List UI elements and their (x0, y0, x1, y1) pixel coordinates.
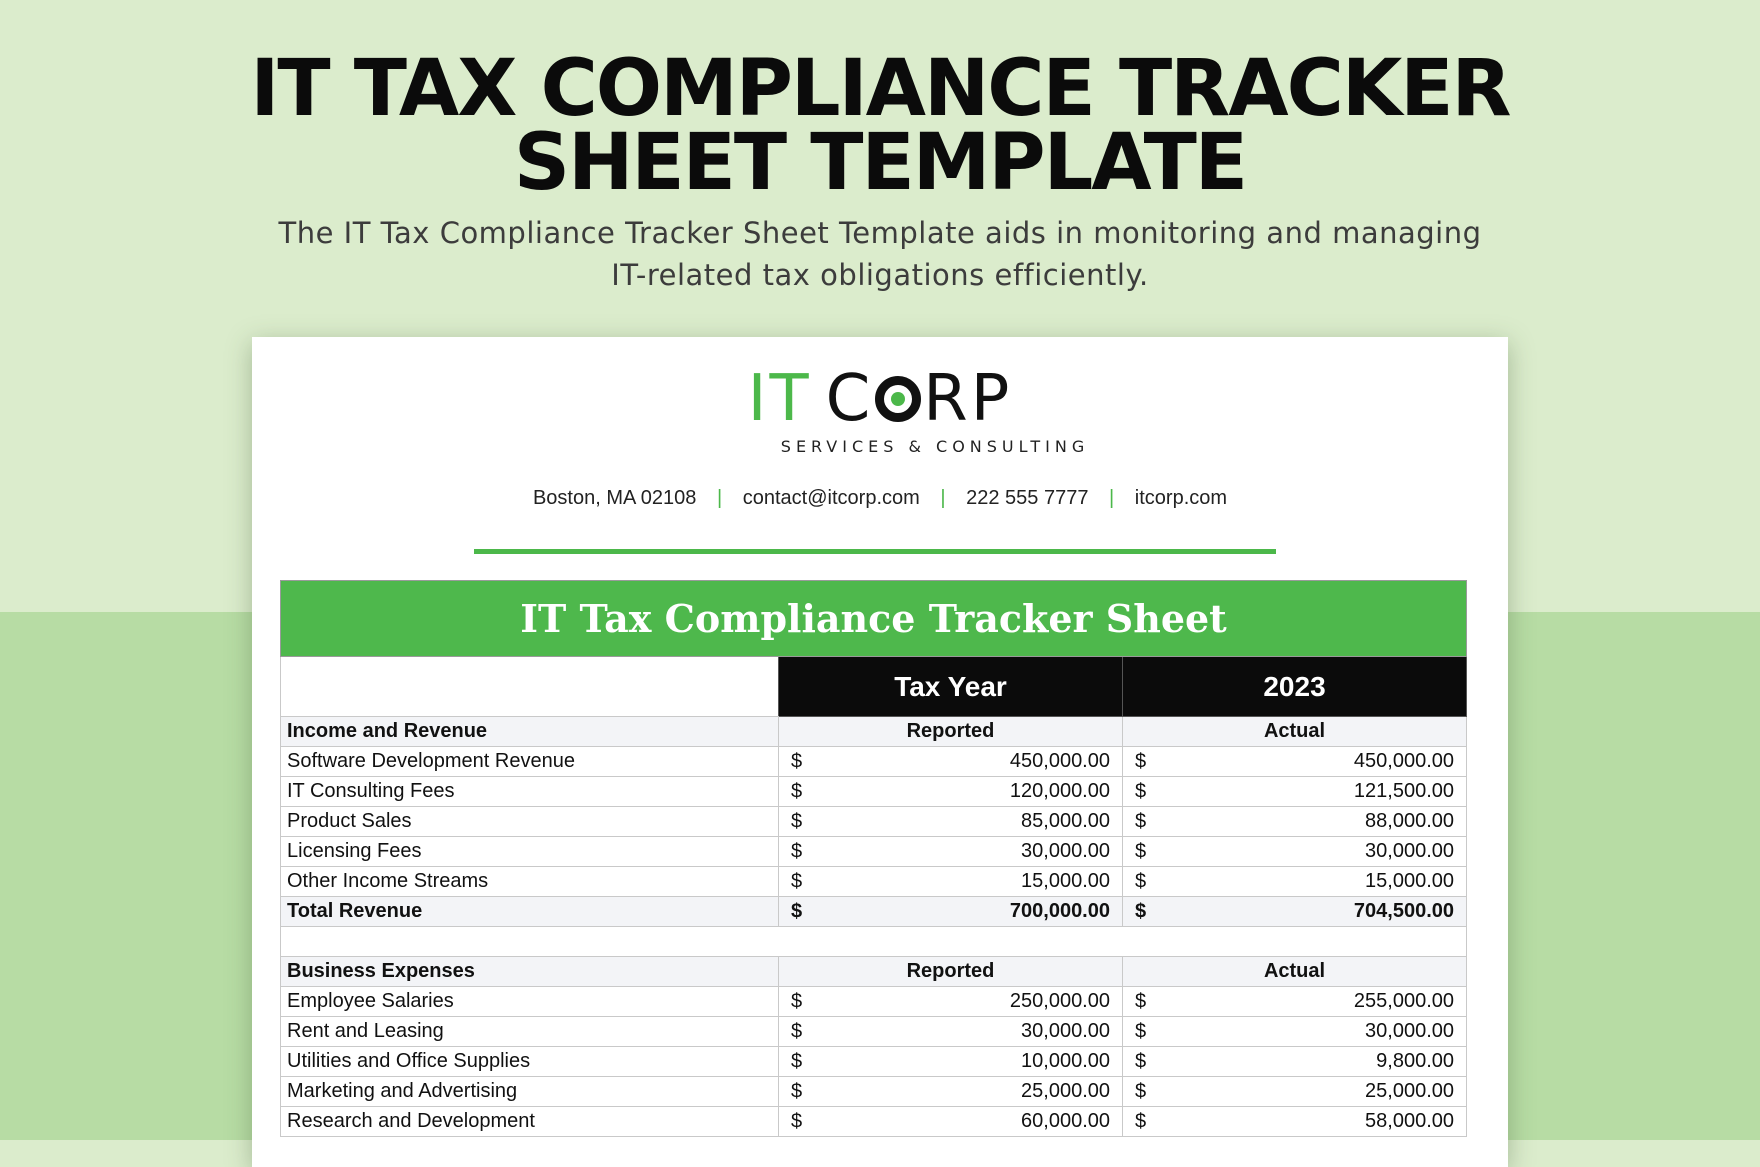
table-title: IT Tax Compliance Tracker Sheet (281, 581, 1467, 657)
actual-value: 450,000.00 (1353, 750, 1455, 772)
header-divider (474, 549, 1276, 554)
section-label: Business Expenses (281, 957, 779, 987)
reported-cell[interactable] (779, 987, 1123, 1017)
table-row (281, 987, 1467, 1017)
contact-separator: | (716, 487, 723, 509)
currency-symbol: $ (791, 1110, 803, 1132)
row-label[interactable]: Rent and Leasing (281, 1017, 779, 1047)
currency-symbol: $ (791, 810, 803, 832)
currency-symbol: $ (791, 750, 803, 772)
reported-cell[interactable] (779, 867, 1123, 897)
description-line-1: The IT Tax Compliance Tracker Sheet Template aids in monitoring and managing (278, 216, 1482, 250)
currency-symbol: $ (791, 1050, 803, 1072)
table-row (281, 747, 1467, 777)
actual-value: 255,000.00 (1353, 990, 1455, 1012)
reported-cell[interactable] (779, 777, 1123, 807)
actual-value: 30,000.00 (1365, 1020, 1455, 1042)
currency-symbol: $ (1135, 870, 1147, 892)
table-row (281, 1017, 1467, 1047)
actual-value: 88,000.00 (1365, 810, 1455, 832)
currency-symbol: $ (1135, 990, 1147, 1012)
logo-rp-letters: RP (923, 362, 1013, 436)
table-row (281, 867, 1467, 897)
reported-value: 250,000.00 (1009, 990, 1110, 1012)
actual-cell[interactable] (1123, 1047, 1467, 1077)
actual-cell[interactable] (1123, 987, 1467, 1017)
reported-value: 85,000.00 (1021, 810, 1110, 832)
reported-cell[interactable] (779, 837, 1123, 867)
logo-corp-text (825, 362, 1013, 436)
column-header-actual: Actual (1123, 717, 1467, 747)
tax-year-label: Tax Year (779, 657, 1123, 717)
empty-cell[interactable] (281, 927, 1467, 957)
reported-cell[interactable] (779, 1077, 1123, 1107)
reported-value: 25,000.00 (1021, 1080, 1110, 1102)
row-label[interactable]: Software Development Revenue (281, 747, 779, 777)
actual-cell[interactable] (1123, 1077, 1467, 1107)
section-header-row (281, 717, 1467, 747)
currency-symbol: $ (1135, 900, 1147, 922)
reported-value: 30,000.00 (1021, 840, 1110, 862)
currency-symbol: $ (791, 900, 803, 922)
actual-cell[interactable] (1123, 837, 1467, 867)
contact-address: Boston, MA 02108 (532, 487, 697, 509)
reported-cell[interactable] (779, 807, 1123, 837)
actual-cell[interactable] (1123, 1107, 1467, 1137)
actual-cell[interactable] (1123, 807, 1467, 837)
logo-wordmark (747, 362, 1013, 436)
total-actual-value: 704,500.00 (1353, 900, 1455, 922)
currency-symbol: $ (1135, 840, 1147, 862)
tax-year-value[interactable]: 2023 (1123, 657, 1467, 717)
currency-symbol: $ (1135, 750, 1147, 772)
currency-symbol: $ (791, 990, 803, 1012)
contact-separator: | (1109, 487, 1115, 509)
row-label[interactable]: Utilities and Office Supplies (281, 1047, 779, 1077)
reported-cell[interactable] (779, 747, 1123, 777)
contact-line (252, 487, 1508, 510)
currency-symbol: $ (1135, 1020, 1147, 1042)
currency-symbol: $ (791, 1020, 803, 1042)
actual-value: 15,000.00 (1365, 870, 1455, 892)
contact-phone: 222 555 7777 (966, 487, 1089, 509)
currency-symbol: $ (791, 840, 803, 862)
reported-cell[interactable] (779, 1047, 1123, 1077)
reported-cell[interactable] (779, 1107, 1123, 1137)
reported-cell[interactable] (779, 1017, 1123, 1047)
section-header-row (281, 957, 1467, 987)
table-row (281, 1047, 1467, 1077)
row-label[interactable]: Research and Development (281, 1107, 779, 1137)
actual-cell[interactable] (1123, 867, 1467, 897)
row-label[interactable]: Marketing and Advertising (281, 1077, 779, 1107)
page-headline (0, 44, 1760, 208)
actual-cell[interactable] (1123, 777, 1467, 807)
actual-cell[interactable] (1123, 747, 1467, 777)
column-header-reported: Reported (779, 717, 1123, 747)
total-reported-cell[interactable] (779, 897, 1123, 927)
row-label[interactable]: Licensing Fees (281, 837, 779, 867)
page-description (220, 212, 1540, 296)
company-logo (252, 362, 1508, 456)
document-sheet (252, 337, 1508, 1167)
total-actual-cell[interactable] (1123, 897, 1467, 927)
logo-tagline: SERVICES & CONSULTING (780, 437, 1090, 456)
table-row (281, 1107, 1467, 1137)
actual-value: 121,500.00 (1353, 780, 1455, 802)
headline-line-2: SHEET TEMPLATE (513, 118, 1247, 208)
total-label[interactable]: Total Revenue (281, 897, 779, 927)
blank-header-cell (281, 657, 779, 717)
actual-value: 25,000.00 (1365, 1080, 1455, 1102)
actual-value: 9,800.00 (1376, 1050, 1455, 1072)
table-row (281, 1077, 1467, 1107)
row-label[interactable]: Other Income Streams (281, 867, 779, 897)
logo-o-ring-icon (875, 376, 921, 422)
table-row (281, 837, 1467, 867)
column-header-reported: Reported (779, 957, 1123, 987)
row-label[interactable]: IT Consulting Fees (281, 777, 779, 807)
row-label[interactable]: Employee Salaries (281, 987, 779, 1017)
tracker-table (280, 580, 1467, 1137)
description-line-2: IT-related tax obligations efficiently. (611, 258, 1149, 292)
headline-line-1: IT TAX COMPLIANCE TRACKER (250, 44, 1510, 134)
total-row (281, 897, 1467, 927)
currency-symbol: $ (1135, 1080, 1147, 1102)
logo-c-letter: C (825, 362, 874, 436)
table-row (281, 807, 1467, 837)
currency-symbol: $ (1135, 1110, 1147, 1132)
row-label[interactable]: Product Sales (281, 807, 779, 837)
currency-symbol: $ (791, 870, 803, 892)
currency-symbol: $ (1135, 780, 1147, 802)
currency-symbol: $ (791, 1080, 803, 1102)
reported-value: 450,000.00 (1009, 750, 1110, 772)
reported-value: 30,000.00 (1021, 1020, 1110, 1042)
reported-value: 60,000.00 (1021, 1110, 1110, 1132)
logo-it-text: IT (747, 362, 812, 436)
spacer-row (281, 927, 1467, 957)
currency-symbol: $ (791, 780, 803, 802)
total-reported-value: 700,000.00 (1009, 900, 1110, 922)
reported-value: 15,000.00 (1021, 870, 1110, 892)
section-label: Income and Revenue (281, 717, 779, 747)
contact-separator: | (940, 487, 946, 509)
reported-value: 10,000.00 (1021, 1050, 1110, 1072)
contact-email[interactable]: contact@itcorp.com (742, 487, 920, 509)
table-row (281, 777, 1467, 807)
column-header-actual: Actual (1123, 957, 1467, 987)
currency-symbol: $ (1135, 1050, 1147, 1072)
contact-website[interactable]: itcorp.com (1134, 487, 1228, 509)
actual-cell[interactable] (1123, 1017, 1467, 1047)
actual-value: 58,000.00 (1365, 1110, 1455, 1132)
currency-symbol: $ (1135, 810, 1147, 832)
actual-value: 30,000.00 (1365, 840, 1455, 862)
reported-value: 120,000.00 (1009, 780, 1110, 802)
